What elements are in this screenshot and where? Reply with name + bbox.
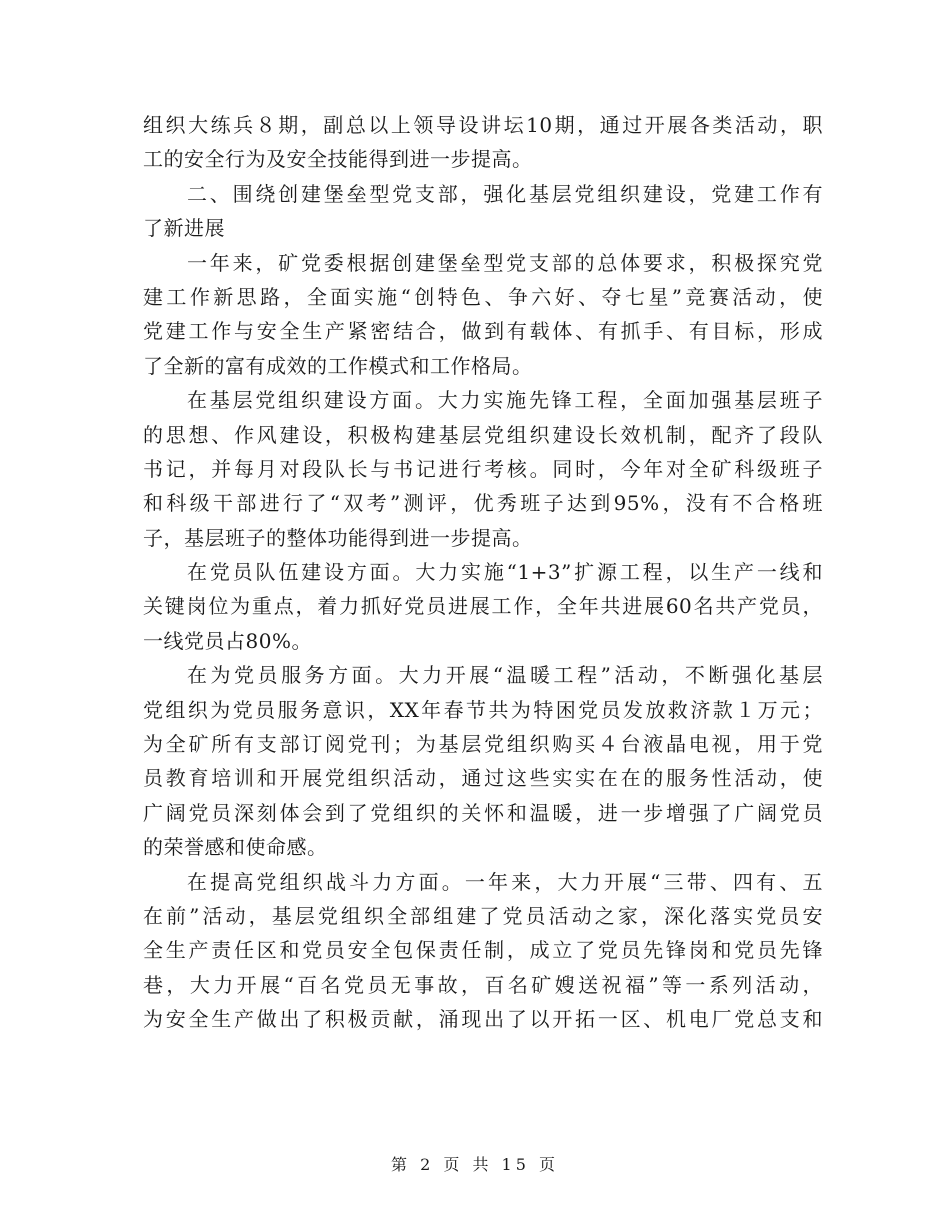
- text-line: 广阔党员深刻体会到了党组织的关怀和温暖，进一步增强了广阔党员: [143, 800, 823, 825]
- text-line: 了全新的富有成效的工作模式和工作格局。: [143, 353, 533, 378]
- paragraph: [143, 177, 823, 246]
- text-line: 为安全生产做出了积极贡献，涌现出了以开拓一区、机电厂党总支和: [143, 1007, 823, 1032]
- text-line: 为全矿所有支部订阅党刊；为基层党组织购买４台液晶电视，用于党: [143, 732, 823, 757]
- text-line: 在前”活动，基层党组织全部组建了党员活动之家，深化落实党员安: [143, 903, 823, 928]
- paragraph: [143, 658, 823, 864]
- paragraph: [143, 865, 823, 1037]
- document-body: [143, 108, 823, 1037]
- text-line: 的荣誉感和使命感。: [143, 835, 328, 860]
- text-line: 建工作新思路，全面实施“创特色、争六好、夺七星”竞赛活动，使: [143, 284, 823, 309]
- text-line: 关键岗位为重点，着力抓好党员进展工作，全年共进展60名共产党员，: [143, 594, 823, 619]
- text-line: 了新进展: [143, 216, 225, 241]
- text-line: 党组织为党员服务意识，XX年春节共为特困党员发放救济款１万元；: [143, 697, 823, 722]
- paragraph: [143, 383, 823, 555]
- text-line: 子，基层班子的整体功能得到进一步提高。: [143, 525, 533, 550]
- text-line: 巷，大力开展“百名党员无事故，百名矿嫂送祝福”等一系列活动，: [143, 972, 823, 997]
- text-line: 全生产责任区和党员安全包保责任制，成立了党员先锋岗和党员先锋: [143, 938, 823, 963]
- text-line: 在党员队伍建设方面。大力实施“1+3”扩源工程，以生产一线和: [187, 560, 823, 585]
- text-line: 的思想、作风建设，积极构建基层党组织建设长效机制，配齐了段队: [143, 422, 823, 447]
- text-line: 工的安全行为及安全技能得到进一步提高。: [143, 147, 533, 172]
- paragraph: [143, 555, 823, 658]
- text-line: 一线党员占80%。: [143, 628, 312, 653]
- text-line: 和科级干部进行了“双考”测评，优秀班子达到95%，没有不合格班: [143, 491, 823, 516]
- text-line: 组织大练兵８期，副总以上领导设讲坛10期，通过开展各类活动，职: [143, 113, 823, 137]
- text-line: 二、围绕创建堡垒型党支部，强化基层党组织建设，党建工作有: [187, 181, 823, 206]
- text-line: 在基层党组织建设方面。大力实施先锋工程，全面加强基层班子: [187, 388, 823, 413]
- page-number-footer: 第 2 页 共 15 页: [391, 1155, 559, 1174]
- text-line: 一年来，矿党委根据创建堡垒型党支部的总体要求，积极探究党: [187, 250, 823, 275]
- paragraph: [143, 246, 823, 384]
- text-line: 在提高党组织战斗力方面。一年来，大力开展“三带、四有、五: [187, 869, 823, 894]
- text-line: 员教育培训和开展党组织活动，通过这些实实在在的服务性活动，使: [143, 766, 823, 791]
- paragraph: [143, 108, 823, 177]
- text-line: 书记，并每月对段队长与书记进行考核。同时，今年对全矿科级班子: [143, 456, 823, 481]
- text-line: 党建工作与安全生产紧密结合，做到有载体、有抓手、有目标，形成: [143, 319, 823, 344]
- text-line: 在为党员服务方面。大力开展“温暖工程”活动，不断强化基层: [187, 663, 823, 688]
